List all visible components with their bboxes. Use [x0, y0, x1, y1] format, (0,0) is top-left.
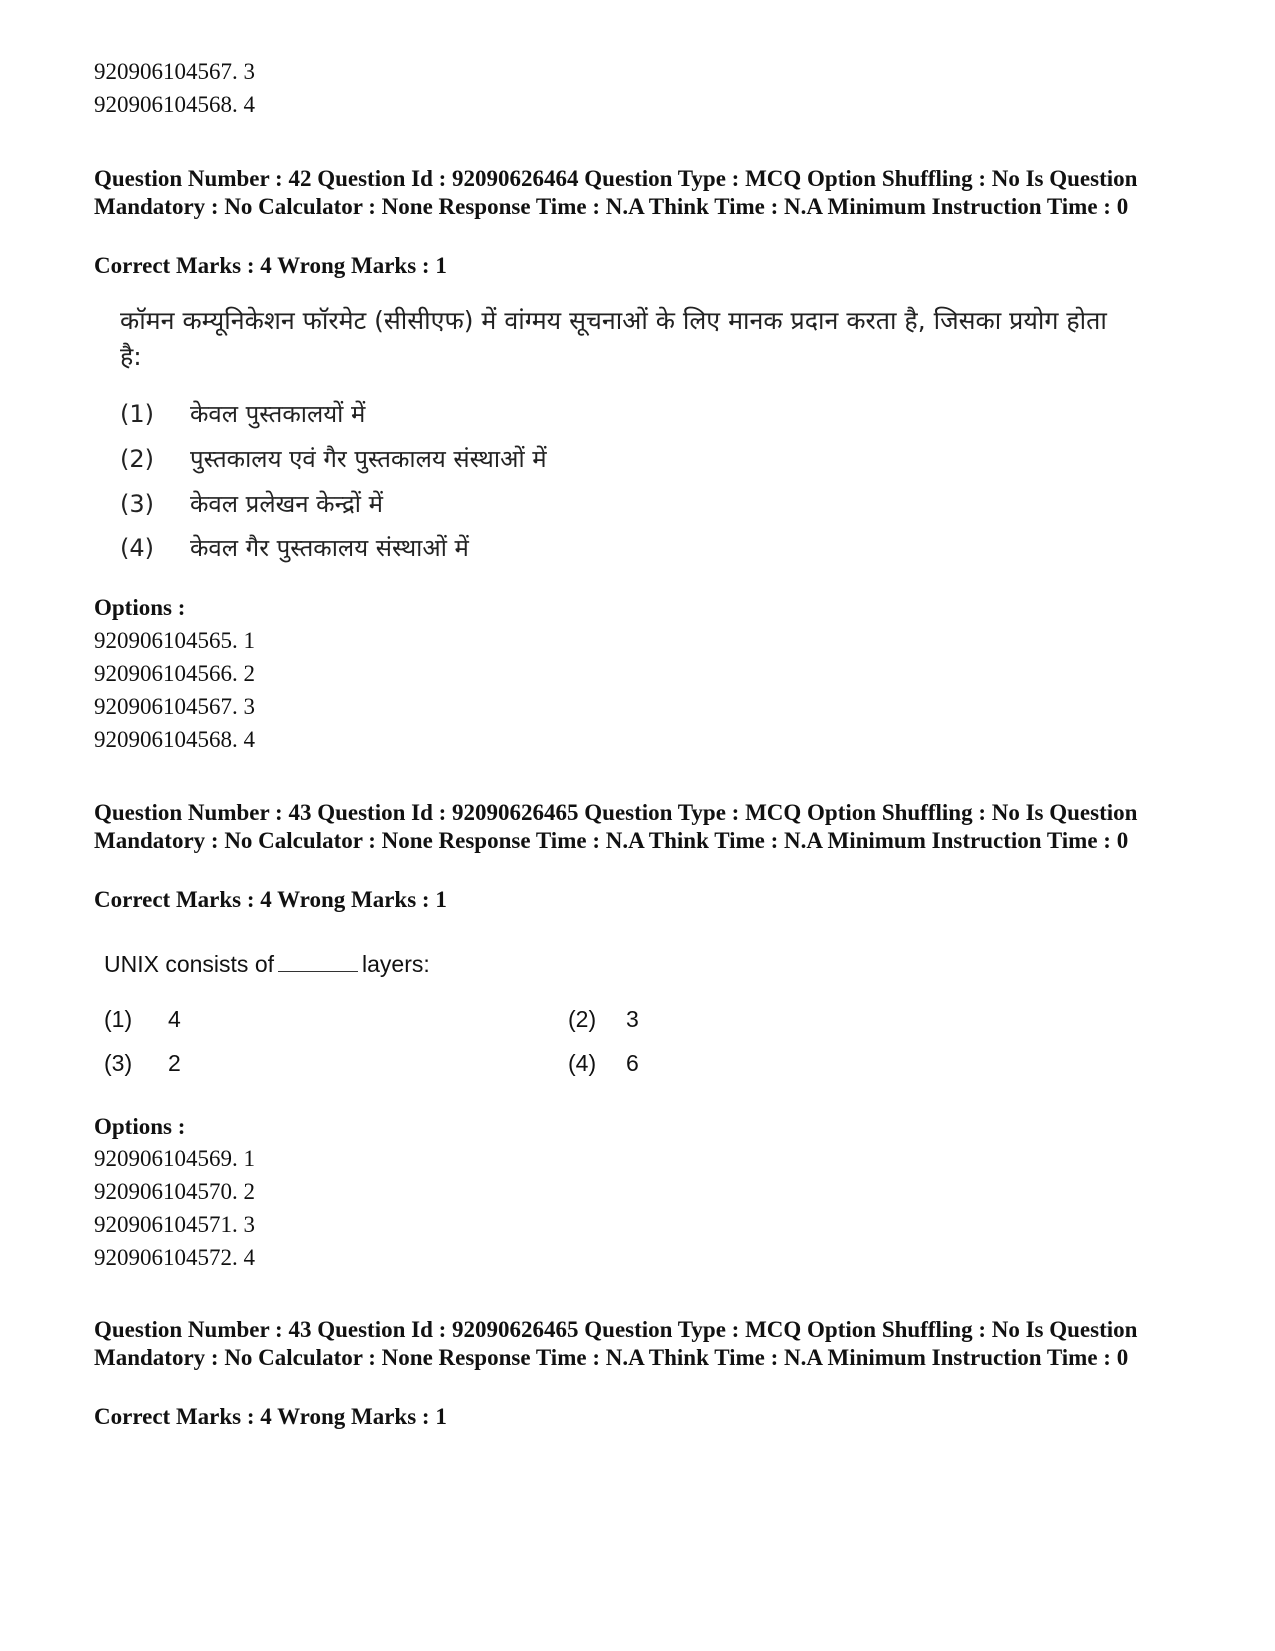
option-line: 920906104565. 1 [94, 628, 255, 653]
question-meta: Question Number : 43 Question Id : 92090626465 Question Type : MCQ Option Shuffling : No Is Question Mandatory : No Calculator : None Response Time : N.A Think Time : N.A Minimum Instruction Time : 0 [94, 800, 1138, 853]
option-line: 920906104567. 3 [94, 59, 255, 84]
option-line: 920906104568. 4 [94, 92, 255, 117]
choice-text: 6 [626, 1050, 639, 1076]
choice-text: केवल प्रलेखन केन्द्रों में [190, 490, 383, 518]
question-text [104, 951, 430, 978]
choice-text: 2 [168, 1050, 181, 1076]
options-label: Options : [94, 595, 186, 620]
question-text: कॉमन कम्यूनिकेशन फॉरमेट (सीसीएफ) में वांग्मय सूचनाओं के लिए मानक प्रदान करता है, जिसका प्रयोग होता है: [120, 306, 1107, 371]
choice-row [568, 1050, 639, 1077]
choice-number: (1) [104, 1006, 133, 1032]
option-line: 920906104571. 3 [94, 1212, 255, 1237]
choice-row [120, 397, 365, 430]
choice-text: 3 [626, 1006, 639, 1032]
choice-row [120, 487, 383, 520]
choice-row [104, 1006, 181, 1033]
option-line: 920906104569. 1 [94, 1146, 255, 1171]
question-text-after: layers: [362, 951, 430, 977]
option-line: 920906104567. 3 [94, 694, 255, 719]
choice-number: (3) [104, 1050, 133, 1076]
choice-number: (2) [568, 1006, 597, 1032]
question-meta: Question Number : 43 Question Id : 92090626465 Question Type : MCQ Option Shuffling : No Is Question Mandatory : No Calculator : None Response Time : N.A Think Time : N.A Minimum Instruction Time : 0 [94, 1317, 1138, 1370]
marks-line: Correct Marks : 4 Wrong Marks : 1 [94, 253, 447, 278]
choice-row [120, 442, 547, 475]
choice-number: (4) [568, 1050, 597, 1076]
option-line: 920906104572. 4 [94, 1245, 255, 1270]
choice-number: (1) [120, 400, 154, 428]
choice-number: (4) [120, 534, 154, 562]
choice-row [104, 1050, 181, 1077]
marks-line: Correct Marks : 4 Wrong Marks : 1 [94, 1404, 447, 1429]
fill-blank [278, 971, 358, 972]
choice-text: पुस्तकालय एवं गैर पुस्तकालय संस्थाओं में [190, 445, 547, 473]
choice-row [120, 531, 469, 564]
marks-line: Correct Marks : 4 Wrong Marks : 1 [94, 887, 447, 912]
choice-text: 4 [168, 1006, 181, 1032]
option-line: 920906104570. 2 [94, 1179, 255, 1204]
choice-text: केवल पुस्तकालयों में [190, 400, 366, 428]
question-text-before: UNIX consists of [104, 951, 274, 977]
question-meta: Question Number : 42 Question Id : 92090626464 Question Type : MCQ Option Shuffling : No Is Question Mandatory : No Calculator : None Response Time : N.A Think Time : N.A Minimum Instruction Time : 0 [94, 166, 1138, 219]
choice-text: केवल गैर पुस्तकालय संस्थाओं में [190, 534, 469, 562]
choice-row [568, 1006, 639, 1033]
option-line: 920906104566. 2 [94, 661, 255, 686]
choice-number: (3) [120, 490, 154, 518]
options-label: Options : [94, 1114, 186, 1139]
option-line: 920906104568. 4 [94, 727, 255, 752]
choice-number: (2) [120, 445, 154, 473]
